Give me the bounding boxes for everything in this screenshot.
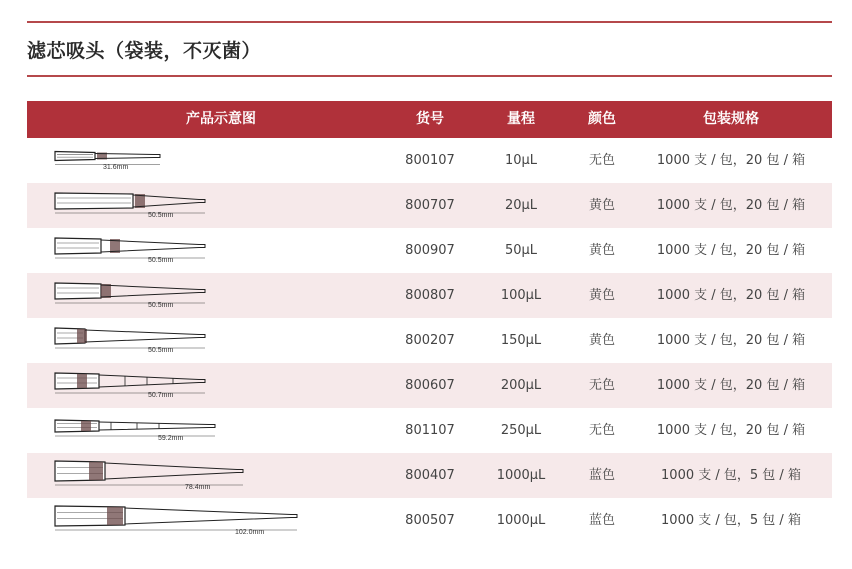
- volume-range: 100µL: [500, 288, 542, 303]
- tip-color: 黄色: [588, 243, 615, 258]
- pipette-tip-drawing: [27, 363, 327, 408]
- tip-length-label: 59.2mm: [158, 435, 184, 442]
- pipette-tip-drawing: [27, 183, 327, 228]
- pipette-tip-drawing: [27, 498, 327, 543]
- table-row: [27, 138, 832, 183]
- tip-length-label: 50.5mm: [148, 302, 174, 309]
- volume-range: 20µL: [504, 198, 538, 213]
- pipette-tip-drawing: [27, 453, 327, 498]
- header-color: 颜色: [588, 111, 616, 127]
- pipette-tip-drawing: [27, 138, 327, 183]
- packaging-spec: 1000 支 / 包，20 包 / 箱: [656, 333, 806, 348]
- tip-length-label: 50.5mm: [148, 347, 174, 354]
- pipette-tip-drawing: [27, 408, 327, 453]
- tip-length-label: 78.4mm: [185, 484, 211, 491]
- tip-length-label: 50.7mm: [148, 392, 174, 399]
- tip-color: 蓝色: [588, 468, 615, 483]
- tip-length-label: 50.5mm: [148, 257, 174, 264]
- table-row: [27, 498, 832, 543]
- product-code: 800707: [405, 198, 455, 213]
- header-code: 货号: [416, 111, 444, 127]
- product-code: 800507: [405, 513, 455, 528]
- tip-color: 黄色: [588, 198, 615, 213]
- volume-range: 200µL: [500, 378, 542, 393]
- table-body: [27, 138, 832, 543]
- product-table: [27, 101, 832, 543]
- tip-color: 无色: [588, 378, 615, 393]
- pipette-tip-drawing: [27, 318, 327, 363]
- packaging-spec: 1000 支 / 包，5 包 / 箱: [661, 468, 801, 483]
- tip-color: 无色: [588, 153, 615, 168]
- tip-length-label: 31.6mm: [103, 163, 129, 171]
- table-row: [27, 318, 832, 363]
- packaging-spec: 1000 支 / 包，20 包 / 箱: [656, 153, 806, 168]
- header-image: 产品示意图: [186, 111, 256, 127]
- table-row: [27, 408, 832, 453]
- product-code: 800907: [405, 243, 455, 258]
- packaging-spec: 1000 支 / 包，20 包 / 箱: [656, 378, 806, 393]
- table-header: [27, 101, 832, 138]
- volume-range: 10µL: [504, 153, 538, 168]
- packaging-spec: 1000 支 / 包，20 包 / 箱: [656, 288, 806, 303]
- tip-color: 无色: [588, 423, 615, 438]
- packaging-spec: 1000 支 / 包，20 包 / 箱: [656, 243, 806, 258]
- product-code: 800107: [405, 153, 455, 168]
- packaging-spec: 1000 支 / 包，20 包 / 箱: [656, 423, 806, 438]
- tip-color: 黄色: [588, 333, 615, 348]
- tip-color: 蓝色: [588, 513, 615, 528]
- table-row: [27, 228, 832, 273]
- product-code: 800607: [405, 378, 455, 393]
- header-range: 量程: [507, 111, 535, 127]
- packaging-spec: 1000 支 / 包，5 包 / 箱: [661, 513, 801, 528]
- pipette-tip-drawing: [27, 228, 327, 273]
- volume-range: 50µL: [504, 243, 538, 258]
- header-pack: 包装规格: [703, 111, 759, 127]
- packaging-spec: 1000 支 / 包，20 包 / 箱: [656, 198, 806, 213]
- volume-range: 1000µL: [496, 468, 546, 483]
- tip-length-label: 50.5mm: [148, 212, 174, 219]
- product-code: 800207: [405, 333, 455, 348]
- top-rule: [27, 21, 832, 23]
- table-row: [27, 273, 832, 318]
- table-row: [27, 183, 832, 228]
- product-code: 800807: [405, 288, 455, 303]
- page-title: 滤芯吸头（袋装，不灭菌）: [27, 40, 262, 62]
- product-code: 800407: [405, 468, 455, 483]
- tip-length-label: 102.0mm: [235, 529, 265, 536]
- volume-range: 250µL: [500, 423, 542, 438]
- table-row: [27, 453, 832, 498]
- product-code: 801107: [405, 423, 455, 438]
- volume-range: 150µL: [500, 333, 542, 348]
- tip-color: 黄色: [588, 288, 615, 303]
- table-row: [27, 363, 832, 408]
- volume-range: 1000µL: [496, 513, 546, 528]
- pipette-tip-drawing: [27, 273, 327, 318]
- bottom-rule: [27, 75, 832, 77]
